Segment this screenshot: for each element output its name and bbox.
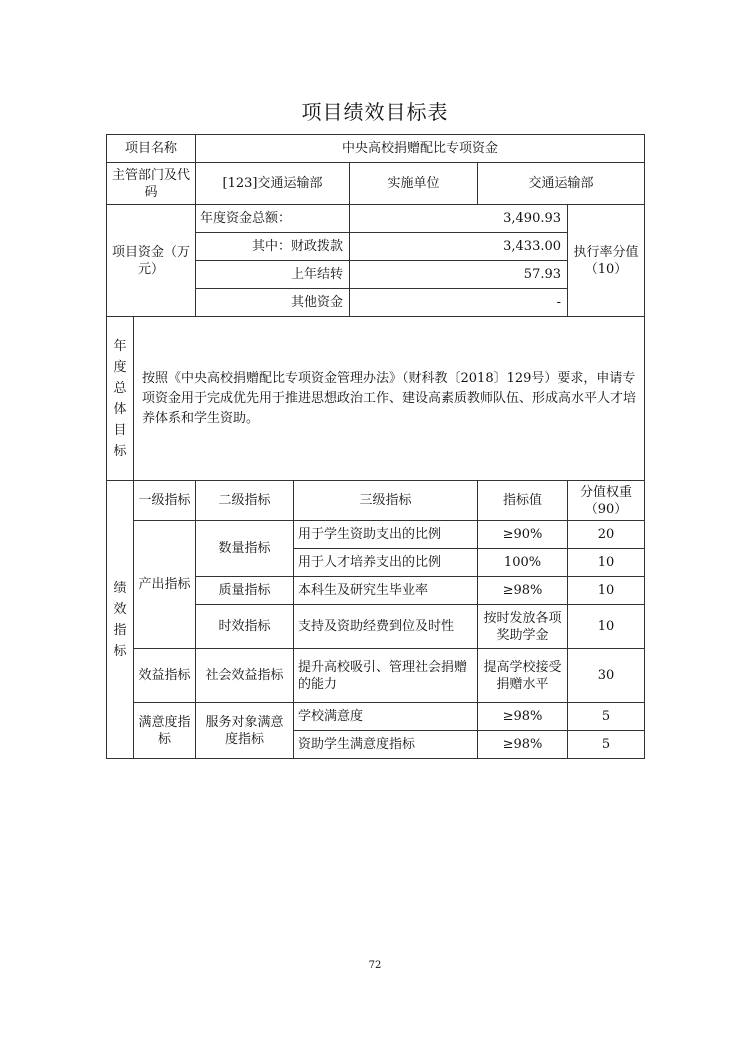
- indicator-value: 100%: [478, 549, 568, 577]
- header-level1: 一级指标: [134, 481, 196, 521]
- impl-value: 交通运输部: [478, 163, 645, 205]
- indicator-weight: 5: [568, 703, 645, 731]
- fund-row-total: [107, 205, 645, 233]
- goal-row: [107, 317, 645, 481]
- indicator-weight: 5: [568, 731, 645, 759]
- header-level2: 二级指标: [196, 481, 294, 521]
- satisfaction-label: 满意度指标: [134, 703, 196, 759]
- goal-label-cell: [107, 317, 134, 481]
- timeliness-label: 时效指标: [196, 605, 294, 649]
- fund-finance-value: 3,433.00: [350, 233, 568, 261]
- impl-label: 实施单位: [350, 163, 478, 205]
- indicator-name: 提升高校吸引、管理社会捐赠的能力: [294, 649, 478, 703]
- indicator-weight: 30: [568, 649, 645, 703]
- project-name-label: 项目名称: [107, 135, 196, 163]
- performance-table: [106, 134, 645, 759]
- page-title: 项目绩效目标表: [301, 100, 449, 124]
- benefit-label: 效益指标: [134, 649, 196, 703]
- dept-value: [123]交通运输部: [196, 163, 350, 205]
- indicator-value: ≥98%: [478, 577, 568, 605]
- goal-label: 年度总体目标: [113, 338, 127, 459]
- header-level3: 三级指标: [294, 481, 478, 521]
- indicator-weight: 10: [568, 577, 645, 605]
- fund-carryover-value: 57.93: [350, 261, 568, 289]
- fund-carryover-label: 上年结转: [196, 261, 350, 289]
- table-row: [107, 649, 645, 703]
- fund-total-value: 3,490.93: [350, 205, 568, 233]
- goal-text: 按照《中央高校捐赠配比专项资金管理办法》（财科教〔2018〕129号）要求，申请专项资金用于完成优先用于推进思想政治工作、建设高素质教师队伍、形成高水平人才培养体系和学生资助。: [134, 317, 645, 481]
- indicator-weight: 10: [568, 605, 645, 649]
- department-row: [107, 163, 645, 205]
- dept-label: 主管部门及代码: [107, 163, 196, 205]
- exec-rate-label: 执行率分值（10）: [568, 205, 645, 317]
- indicator-name: 本科生及研究生毕业率: [294, 577, 478, 605]
- indicator-value: ≥98%: [478, 731, 568, 759]
- quantity-label: 数量指标: [196, 521, 294, 577]
- table-row: [107, 703, 645, 731]
- table-row: [107, 521, 645, 549]
- header-weight: 分值权重（90）: [568, 481, 645, 521]
- indicator-name: 用于人才培养支出的比例: [294, 549, 478, 577]
- fund-other-label: 其他资金: [196, 289, 350, 317]
- service-label: 服务对象满意度指标: [196, 703, 294, 759]
- indicator-name: 学校满意度: [294, 703, 478, 731]
- quality-label: 质量指标: [196, 577, 294, 605]
- output-label: 产出指标: [134, 521, 196, 649]
- fund-finance-label: 其中：财政拨款: [196, 233, 350, 261]
- social-label: 社会效益指标: [196, 649, 294, 703]
- indicator-name: 用于学生资助支出的比例: [294, 521, 478, 549]
- page-number: 72: [368, 960, 382, 971]
- project-name-row: [107, 135, 645, 163]
- project-name-value: 中央高校捐赠配比专项资金: [196, 135, 645, 163]
- indicator-header-row: [107, 481, 645, 521]
- indicator-value: ≥98%: [478, 703, 568, 731]
- indicator-name: 资助学生满意度指标: [294, 731, 478, 759]
- fund-other-value: -: [350, 289, 568, 317]
- indicator-value: 提高学校接受捐赠水平: [478, 649, 568, 703]
- perf-label: 绩效指标: [113, 580, 127, 659]
- indicator-weight: 10: [568, 549, 645, 577]
- indicator-name: 支持及资助经费到位及时性: [294, 605, 478, 649]
- perf-label-cell: [107, 481, 134, 759]
- fund-total-label: 年度资金总额：: [196, 205, 350, 233]
- fund-label: 项目资金（万元）: [107, 205, 196, 317]
- indicator-value: ≥90%: [478, 521, 568, 549]
- indicator-weight: 20: [568, 521, 645, 549]
- indicator-value: 按时发放各项奖助学金: [478, 605, 568, 649]
- header-value: 指标值: [478, 481, 568, 521]
